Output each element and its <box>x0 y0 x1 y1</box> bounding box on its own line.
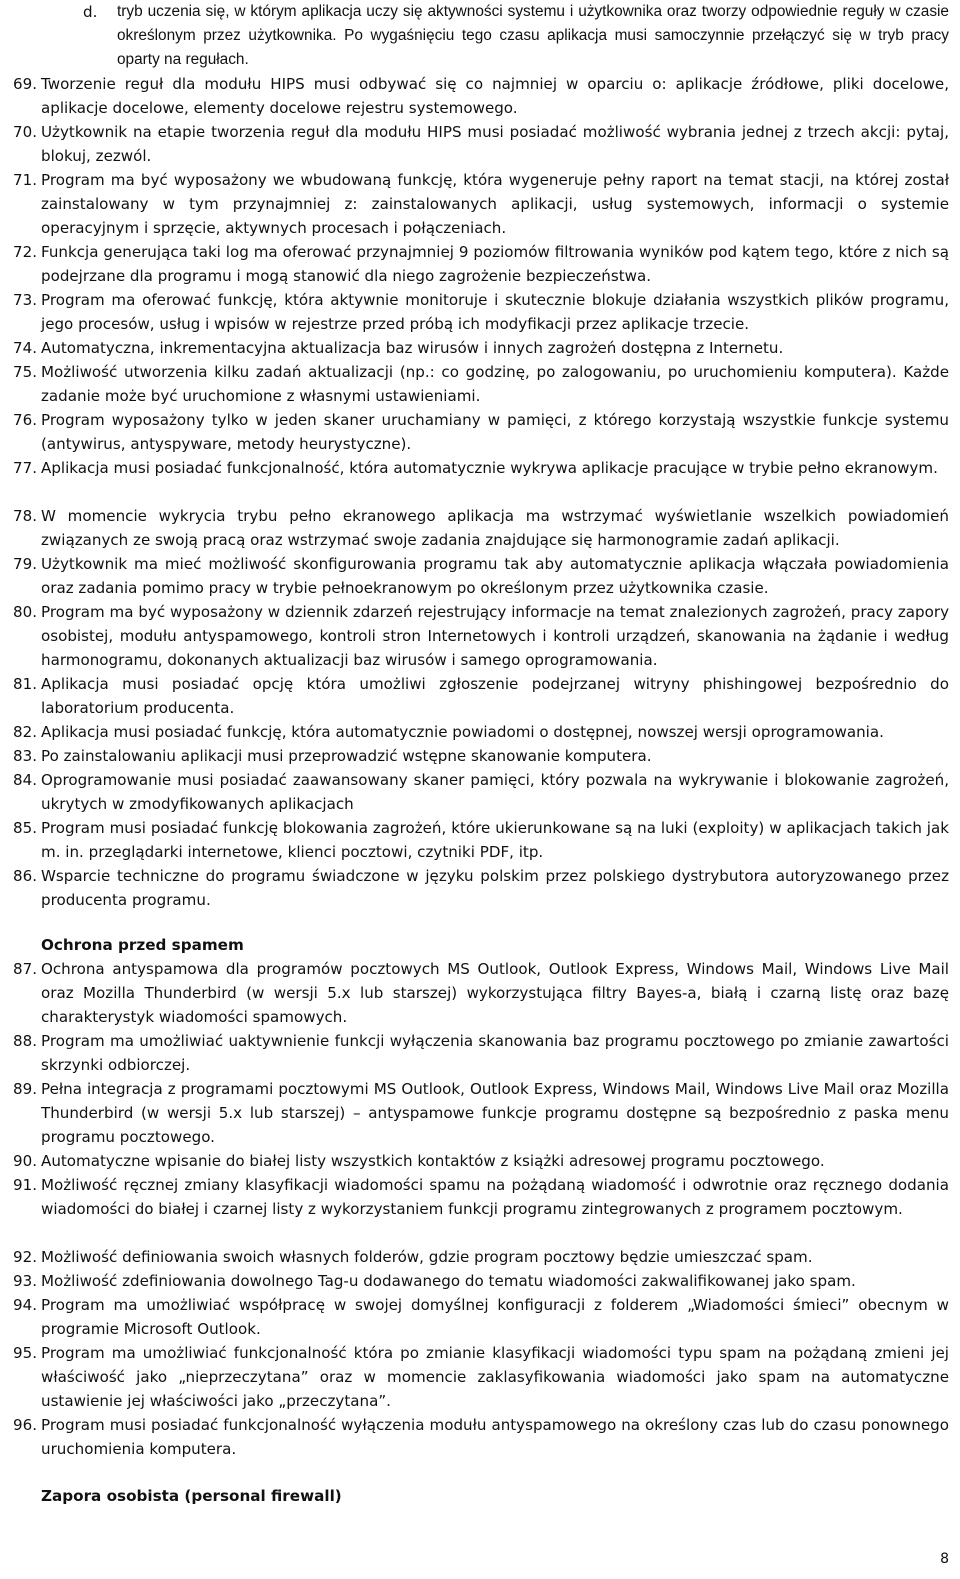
list-item-number: 87. <box>12 960 37 978</box>
list-item-number: 95. <box>12 1344 37 1362</box>
list-item <box>0 288 960 336</box>
list-item-number: 92. <box>12 1248 37 1266</box>
list-item-text: Tworzenie reguł dla modułu HIPS musi odbywać się co najmniej w oparciu o: aplikacje źródłowe, pliki docelowe, aplikacje docelowe, elementy docelowe rejestru systemowego. <box>41 75 949 118</box>
section-heading-firewall: Zapora osobista (personal firewall) <box>41 1487 342 1505</box>
list-item-number: 81. <box>12 675 37 693</box>
list-item <box>0 864 960 912</box>
list-item-number: 89. <box>12 1080 37 1098</box>
list-item <box>0 408 960 456</box>
list-item-text: Użytkownik na etapie tworzenia reguł dla modułu HIPS musi posiadać możliwość wybrania jednej z trzech akcji: pytaj, blokuj, zezwól. <box>41 123 949 166</box>
list-item-text: Ochrona antyspamowa dla programów pocztowych MS Outlook, Outlook Express, Windows Mail, Windows Live Mail oraz Mozilla Thunderbird (w wersji 5.x lub starszej) wykorzystująca filtry Bayes-a, białą i czarną listę oraz bazę charakterystyk wiadomości spamowych. <box>41 960 949 1027</box>
list-item <box>0 1293 960 1341</box>
list-item-number: 72. <box>12 243 37 261</box>
list-item <box>0 720 960 744</box>
list-item-number: 69. <box>12 75 37 93</box>
list-item <box>0 72 960 120</box>
list-item <box>0 1245 960 1269</box>
list-item-text: Możliwość zdefiniowania dowolnego Tag-u dodawanego do tematu wiadomości zakwalifikowanej jako spam. <box>41 1272 856 1290</box>
list-item <box>0 600 960 672</box>
list-item <box>0 1149 960 1173</box>
list-item-number: 76. <box>12 411 37 429</box>
list-item <box>0 120 960 168</box>
list-item-text: Możliwość utworzenia kilku zadań aktualizacji (np.: co godzinę, po zalogowaniu, po uruchomieniu komputera). Każde zadanie może być uruchomione z własnymi ustawieniami. <box>41 363 949 406</box>
list-item-text: Oprogramowanie musi posiadać zaawansowany skaner pamięci, który pozwala na wykrywanie i blokowanie zagrożeń, ukrytych w zmodyfikowanych aplikacjach <box>41 771 949 814</box>
list-item-number: 82. <box>12 723 37 741</box>
list-item-text: Wsparcie techniczne do programu świadczone w języku polskim przez polskiego dystrybutora autoryzowanego przez producenta programu. <box>41 867 949 910</box>
list-item-number: 79. <box>12 555 37 573</box>
list-item <box>0 1413 960 1461</box>
list-item <box>0 957 960 1029</box>
list-item <box>0 744 960 768</box>
list-item-text: Aplikacja musi posiadać funkcjonalność, która automatycznie wykrywa aplikacje pracujące w trybie pełno ekranowym. <box>41 459 938 477</box>
list-item <box>0 1341 960 1413</box>
list-item-number: 94. <box>12 1296 37 1314</box>
list-item <box>0 456 960 504</box>
list-item-text: Program wyposażony tylko w jeden skaner uruchamiany w pamięci, z którego korzystają wszystkie funkcje systemu (antywirus, antyspyware, metody heurystyczne). <box>41 411 949 454</box>
list-item-number: 91. <box>12 1176 37 1194</box>
list-item-text: Program ma umożliwiać uaktywnienie funkcji wyłączenia skanowania baz programu pocztowego po zmianie zawartości skrzynki odbiorczej. <box>41 1032 949 1075</box>
list-item-text: Program ma być wyposażony w dziennik zdarzeń rejestrujący informacje na temat znalezionych zagrożeń, pracy zapory osobistej, modułu antyspamowego, kontroli stron Internetowych i kontroli urządzeń, skanowania na żądanie i według harmonogramu, dokonanych aktualizacji baz wirusów i samego oprogramowania. <box>41 603 949 670</box>
list-item-number: d. <box>83 3 98 21</box>
list-item-number: 90. <box>12 1152 37 1170</box>
list-item-number: 93. <box>12 1272 37 1290</box>
list-item-number: 88. <box>12 1032 37 1050</box>
list-item-text: Aplikacja musi posiadać funkcję, która automatycznie powiadomi o dostępnej, nowszej wersji oprogramowania. <box>41 723 884 741</box>
list-item-number: 73. <box>12 291 37 309</box>
list-item-number: 71. <box>12 171 37 189</box>
list-item-text: Użytkownik ma mieć możliwość skonfigurowania programu tak aby automatycznie aplikacja włączała powiadomienia oraz zadania pomimo pracy w trybie pełnoekranowym po określonym przez użytkownika czasie. <box>41 555 949 598</box>
list-item <box>0 672 960 720</box>
list-item-text: Funkcja generująca taki log ma oferować przynajmniej 9 poziomów filtrowania wyników pod kątem tego, które z nich są podejrzane dla programu i mogą stanowić dla niego zagrożenie bezpieczeństwa. <box>41 243 949 286</box>
list-item-text: Program ma umożliwiać współpracę w swojej domyślnej konfiguracji z folderem „Wiadomości śmieci” obecnym w programie Microsoft Outlook. <box>41 1296 949 1339</box>
list-item <box>0 1077 960 1149</box>
list-item-text: Program ma być wyposażony we wbudowaną funkcję, która wygeneruje pełny raport na temat stacji, na której został zainstalowany w tym przynajmniej z: zainstalowanych aplikacji, usług systemowych, informacji o systemie operacyjnym i sprzęcie, aktywnych procesach i połączeniach. <box>41 171 949 238</box>
list-item-text: Automatyczne wpisanie do białej listy wszystkich kontaktów z książki adresowej programu pocztowego. <box>41 1152 825 1170</box>
list-item-text: Program musi posiadać funkcję blokowania zagrożeń, które ukierunkowane są na luki (exploity) w aplikacjach takich jak m. in. przeglądarki internetowe, klienci pocztowi, czytniki PDF, itp. <box>41 819 949 862</box>
list-item <box>0 240 960 288</box>
list-item <box>0 1029 960 1077</box>
page-number: 8 <box>940 1551 949 1567</box>
list-item <box>0 336 960 360</box>
list-item-number: 85. <box>12 819 37 837</box>
list-item <box>0 816 960 864</box>
list-item-number: 84. <box>12 771 37 789</box>
list-item-text: Program musi posiadać funkcjonalność wyłączenia modułu antyspamowego na określony czas lub do czasu ponownego uruchomienia komputera. <box>41 1416 949 1459</box>
list-item-number: 74. <box>12 339 37 357</box>
list-item-text: tryb uczenia się, w którym aplikacja uczy się aktywności systemu i użytkownika oraz tworzy odpowiednie reguły w czasie określonym przez użytkownika. Po wygaśnięciu tego czasu aplikacja musi samoczynnie przełączyć się w tryb pracy oparty na regułach. <box>117 3 949 69</box>
list-item-text: Automatyczna, inkrementacyjna aktualizacja baz wirusów i innych zagrożeń dostępna z Internetu. <box>41 339 784 357</box>
list-item <box>0 0 960 72</box>
list-item-number: 96. <box>12 1416 37 1434</box>
list-item-text: W momencie wykrycia trybu pełno ekranowego aplikacja ma wstrzymać wyświetlanie wszelkich powiadomień związanych ze swoją pracą oraz wstrzymać swoje zadania znajdujące się harmonogramie zadań aplikacji. <box>41 507 949 550</box>
list-item-text: Program ma oferować funkcję, która aktywnie monitoruje i skutecznie blokuje działania wszystkich plików programu, jego procesów, usług i wpisów w rejestrze przed próbą ich modyfikacji przez aplikacje trzecie. <box>41 291 949 334</box>
list-item-number: 80. <box>12 603 37 621</box>
list-item-text: Pełna integracja z programami pocztowymi MS Outlook, Outlook Express, Windows Mail, Windows Live Mail oraz Mozilla Thunderbird (w wersji 5.x lub starszej) – antyspamowe funkcje programu dostępne są bezpośrednio z paska menu programu pocztowego. <box>41 1080 949 1147</box>
list-item-number: 86. <box>12 867 37 885</box>
list-item <box>0 1269 960 1293</box>
list-item-number: 83. <box>12 747 37 765</box>
list-item-number: 78. <box>12 507 37 525</box>
list-item <box>0 504 960 552</box>
section-heading-spam: Ochrona przed spamem <box>41 936 244 954</box>
list-item-text: Po zainstalowaniu aplikacji musi przeprowadzić wstępne skanowanie komputera. <box>41 747 652 765</box>
list-item-text: Program ma umożliwiać funkcjonalność która po zmianie klasyfikacji wiadomości typu spam na pożądaną zmieni jej właściwość jako „nieprzeczytana” oraz w momencie zaklasyfikowania wiadomości jako spam na automatyczne ustawienie jej właściwości jako „przeczytana”. <box>41 1344 949 1411</box>
requirements-list-2 <box>0 957 960 1461</box>
list-item-text: Możliwość ręcznej zmiany klasyfikacji wiadomości spamu na pożądaną wiadomość i odwrotnie oraz ręcznego dodania wiadomości do białej i czarnej listy z wykorzystaniem funkcji programu zintegrowanych z programem pocztowym. <box>41 1176 949 1219</box>
list-item-text: Możliwość definiowania swoich własnych folderów, gdzie program pocztowy będzie umieszczać spam. <box>41 1248 813 1266</box>
list-item <box>0 768 960 816</box>
list-item-text: Aplikacja musi posiadać opcję która umożliwi zgłoszenie podejrzanej witryny phishingowej bezpośrednio do laboratorium producenta. <box>41 675 949 718</box>
list-item-number: 70. <box>12 123 37 141</box>
list-item <box>0 552 960 600</box>
list-item-number: 75. <box>12 363 37 381</box>
list-item <box>0 1173 960 1245</box>
list-item <box>0 168 960 240</box>
list-item <box>0 360 960 408</box>
list-item-number: 77. <box>12 459 37 477</box>
